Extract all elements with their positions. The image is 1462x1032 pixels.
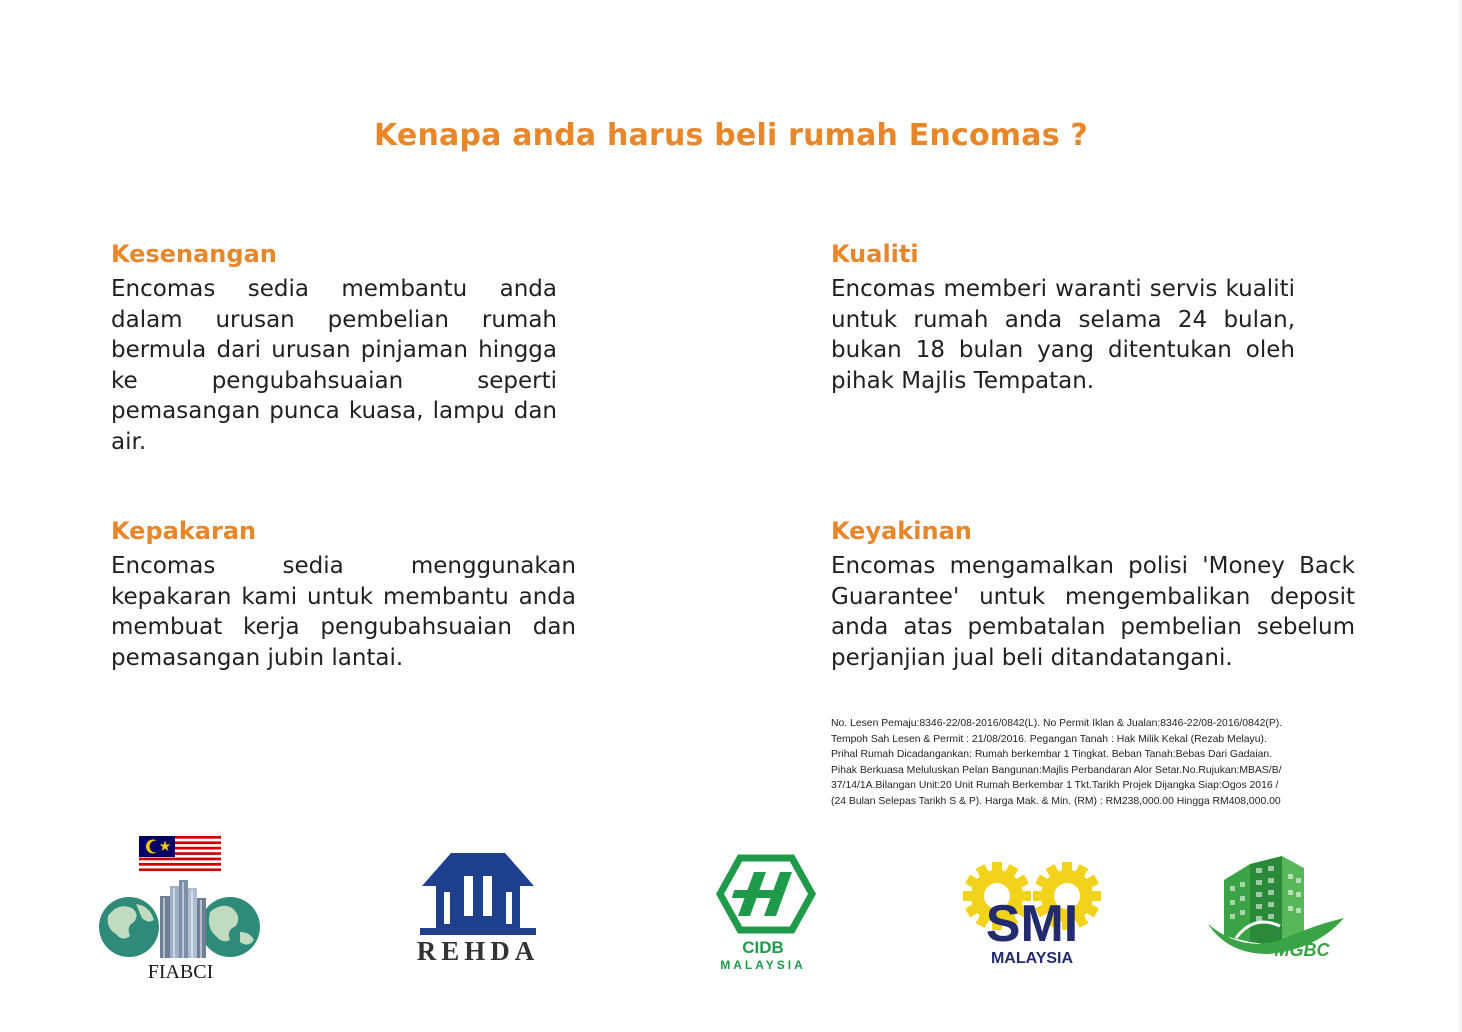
smi-country: MALAYSIA [990,950,1074,967]
cidb-hexagon-icon [708,854,818,938]
rehda-wordmark: REHDA [416,936,540,966]
smi-wordmark: SMI [985,895,1079,953]
section-body: Encomas mengamalkan polisi 'Money Back Guarantee' untuk mengembalikan deposit anda atas pembatalan pembelian sebelum perjanjian jual beli ditandatangani. [831,553,1355,671]
legal-line: (24 Bulan Selepas Tarikh S & P). Harga Mak. & Min. (RM) : RM238,000.00 Hingga RM408,000.00 [831,795,1281,807]
fiabci-wordmark: FIABCI [147,961,214,983]
rehda-logo [412,850,544,968]
legal-line: Tempoh Sah Lesen & Permit : 21/08/2016. Pegangan Tanah : Hak Milik Kekal (Rezab Melayu). [831,733,1267,745]
legal-disclaimer [831,716,1371,810]
section-kualiti [831,240,1295,396]
section-title: Keyakinan [831,517,972,545]
fiabci-logo [98,834,263,984]
mgbc-logo [1206,854,1346,966]
rehda-house-icon [412,850,544,938]
mgbc-wordmark: MGBC [1274,940,1330,960]
legal-line: Prihal Rumah Dicadangankan: Rumah berkembar 1 Tingkat. Beban Tanah:Bebas Dari Gadaian. [831,749,1273,761]
section-title: Kesenangan [111,240,277,268]
cidb-logo [708,854,818,974]
legal-line: 37/14/1A.Bilangan Unit:20 Unit Rumah Berkembar 1 Tkt.Tarikh Projek Dijangka Siap:Ogos 2016 / [831,780,1279,792]
section-kepakaran [111,517,576,673]
cidb-country: MALAYSIA [720,958,806,972]
section-title: Kepakaran [111,517,257,545]
cidb-wordmark: CIDB [742,938,784,957]
legal-line: Pihak Berkuasa Meluluskan Pelan Bangunan:Majlis Perbandaran Alor Setar.No.Rujukan:MBAS/B/ [831,764,1282,776]
section-kesenangan [111,240,557,457]
page-headline: Kenapa anda harus beli rumah Encomas ? [374,118,1088,153]
section-body: Encomas sedia membantu anda dalam urusan pembelian rumah bermula dari urusan pinjaman hingga ke pengubahsuaian seperti pemasangan punca kuasa, lampu dan air. [111,276,557,455]
legal-line: No. Lesen Pemaju:8346-22/08-2016/0842(L). No Permit Iklan & Jualan:8346-22/08-2016/0842(P). [831,718,1283,729]
section-body: Encomas memberi waranti servis kualiti untuk rumah anda selama 24 bulan, bukan 18 bulan yang ditentukan oleh pihak Majlis Tempatan. [831,276,1295,394]
smi-logo [962,858,1102,970]
section-keyakinan [831,517,1355,673]
section-body: Encomas sedia menggunakan kepakaran kami untuk membantu anda membuat kerja pengubahsuaian dan pemasangan jubin lantai. [111,553,576,671]
section-title: Kualiti [831,240,919,268]
